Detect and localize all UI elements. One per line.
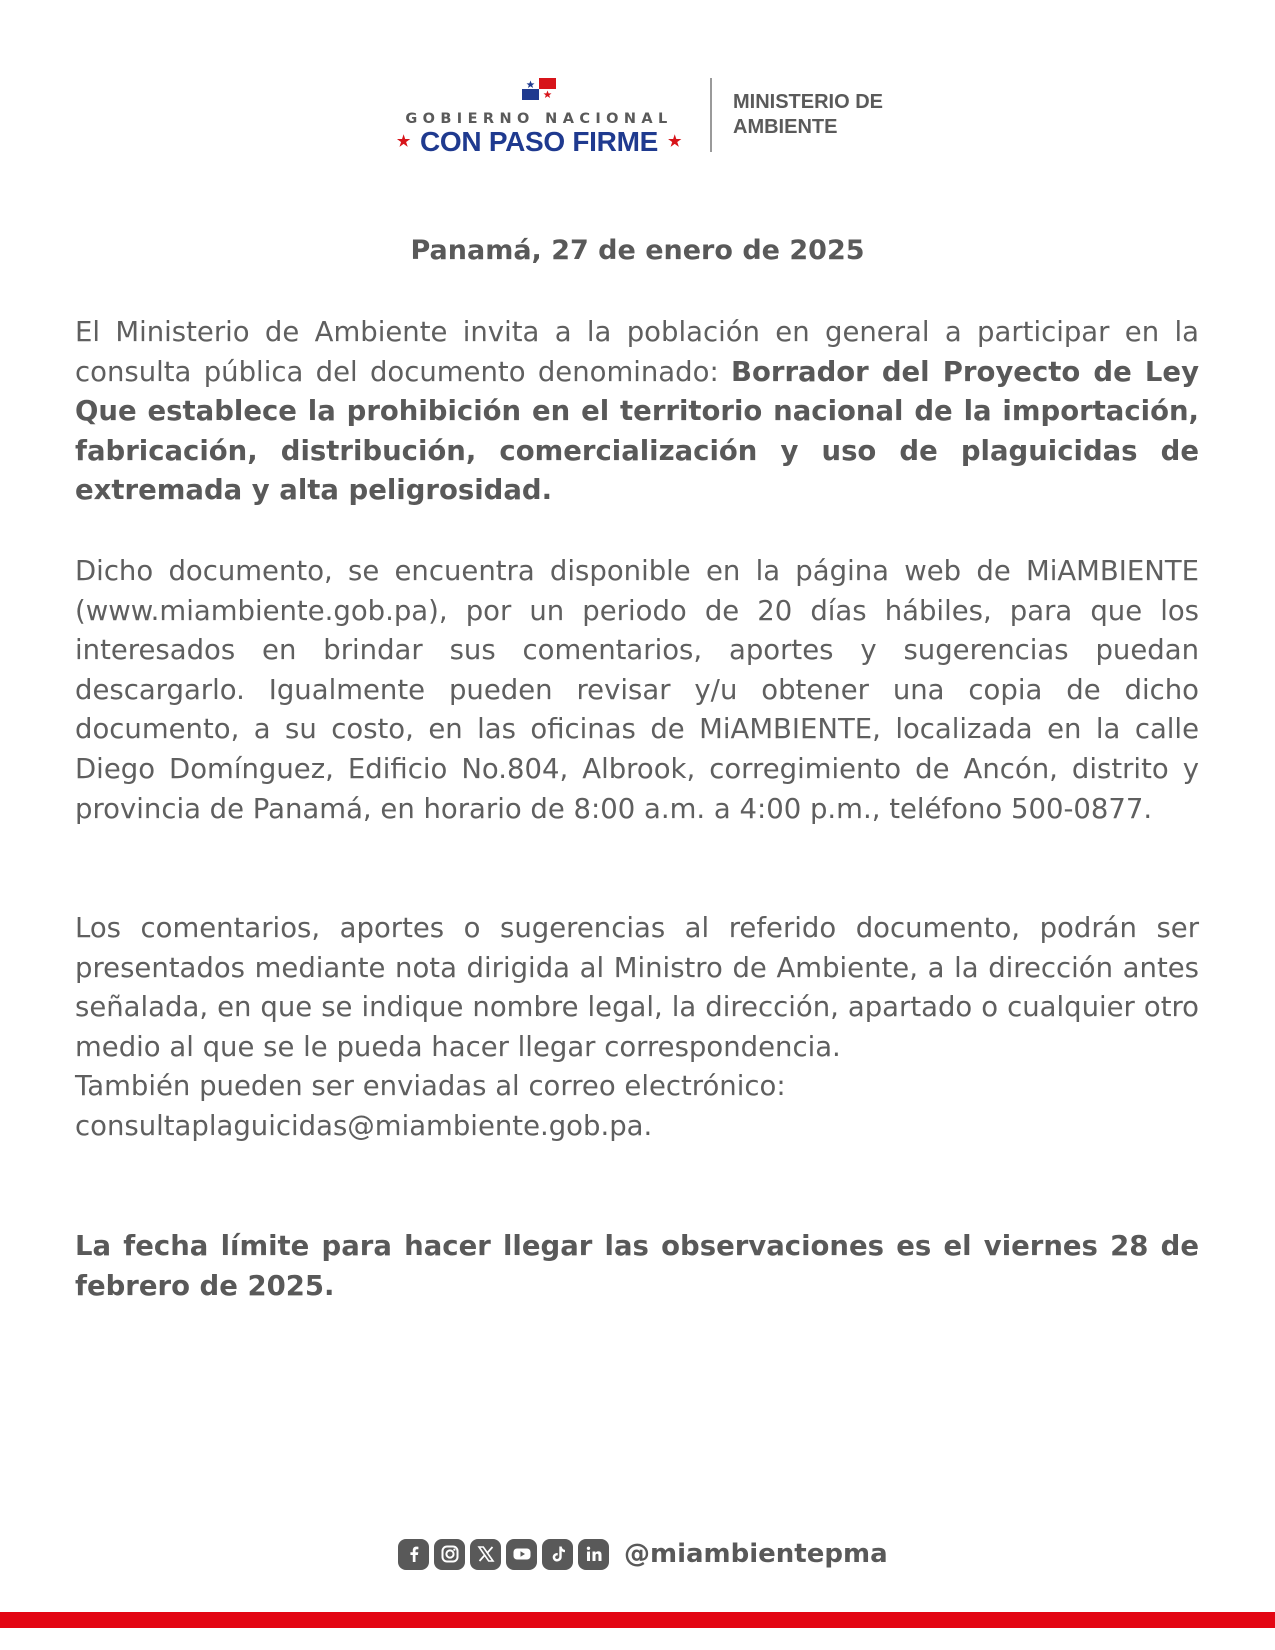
email-intro: También pueden ser enviadas al correo electrónico: bbox=[75, 1070, 786, 1103]
email-address: consultaplaguicidas@miambiente.gob.pa. bbox=[75, 1109, 653, 1142]
social-footer bbox=[398, 1536, 888, 1572]
government-logo bbox=[386, 74, 692, 157]
paragraph-availability: Dicho documento, se encuentra disponible en la página web de MiAMBIENTE (www.miambiente.gob.pa), por un periodo de 20 días hábiles, para que los interesados en brindar sus comentarios, aportes y sugerencias puedan descargarlo. Igualmente pueden revisar y/u obtener una copia de dicho documento, a su costo, en las oficinas de MiAMBIENTE, localizada en la calle Diego Domínguez, Edificio No.804, Albrook, corregimiento de Ancón, distrito y provincia de Panamá, en horario de 8:00 a.m. a 4:00 p.m., teléfono 500-0877. bbox=[75, 555, 1199, 825]
document-date: Panamá, 27 de enero de 2025 bbox=[410, 235, 865, 266]
ministry-name bbox=[733, 90, 933, 140]
instagram-icon[interactable] bbox=[434, 1539, 465, 1570]
header-divider bbox=[710, 78, 712, 152]
x-icon[interactable] bbox=[470, 1539, 501, 1570]
paragraph-comments bbox=[75, 909, 1199, 1147]
panama-flag-icon bbox=[522, 78, 556, 100]
paragraph-comments-text: Los comentarios, aportes o sugerencias al referido documento, podrán ser presentados mediante nota dirigida al Ministro de Ambiente, a la dirección antes señalada, en que se indique nombre legal, la dirección, apartado o cualquier otro medio al que se le pueda hacer llegar correspondencia. bbox=[75, 912, 1199, 1063]
star-icon: ★ bbox=[396, 132, 411, 150]
ministry-line1: MINISTERIO DE bbox=[733, 91, 884, 113]
social-handle[interactable]: @miambientepma bbox=[624, 1539, 888, 1569]
paragraph-invitation bbox=[75, 313, 1199, 511]
ministry-line2: AMBIENTE bbox=[733, 116, 838, 138]
gov-slogan bbox=[386, 126, 692, 158]
tiktok-icon[interactable] bbox=[542, 1539, 573, 1570]
gov-slogan-text: CON PASO FIRME bbox=[420, 126, 658, 157]
star-icon: ★ bbox=[667, 132, 682, 150]
youtube-icon[interactable] bbox=[506, 1539, 537, 1570]
gov-line1: GOBIERNO NACIONAL bbox=[405, 111, 673, 127]
linkedin-icon[interactable] bbox=[578, 1539, 609, 1570]
deadline-notice: La fecha límite para hacer llegar las observaciones es el viernes 28 de febrero de 2025. bbox=[75, 1230, 1199, 1302]
paragraph-invitation-text: El Ministerio de Ambiente invita a la población en general a participar en la consulta pública del documento denominado: bbox=[75, 316, 1199, 388]
header bbox=[0, 74, 1275, 157]
footer-red-bar bbox=[0, 1612, 1275, 1628]
facebook-icon[interactable] bbox=[398, 1539, 429, 1570]
document-title: Borrador del Proyecto de Ley Que establece la prohibición en el territorio nacional de la importación, fabricación, distribución, comercialización y uso de plaguicidas de extremada y alta peligrosidad. bbox=[75, 355, 1199, 507]
